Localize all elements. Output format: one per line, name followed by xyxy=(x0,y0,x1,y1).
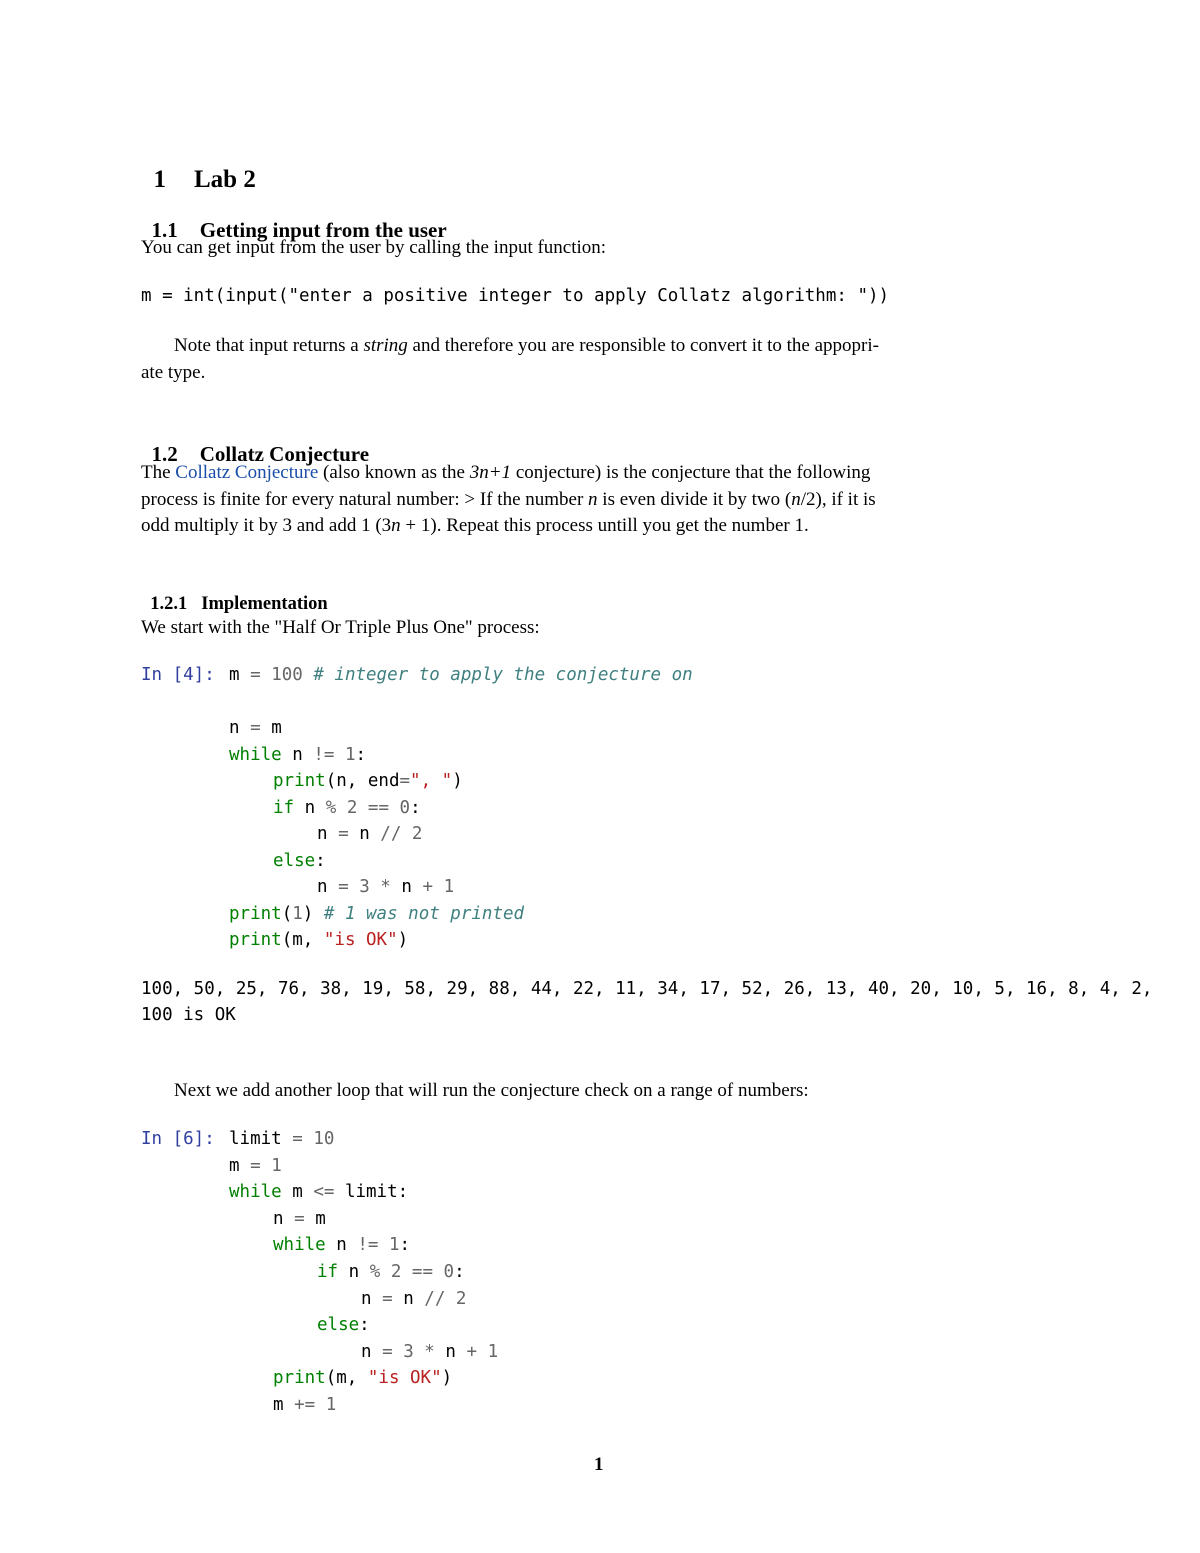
code-line: print(m, "is OK") xyxy=(229,930,409,950)
subsubsection-number: 1.2.1 xyxy=(150,594,188,614)
code-line: m = 1 xyxy=(229,1156,282,1176)
subsection-number: 1.2 xyxy=(151,442,178,466)
code-line: n = 3 * n + 1 xyxy=(317,877,455,897)
section-number: 1 xyxy=(153,166,166,193)
cell-output-line-2: 100 is OK xyxy=(141,1005,236,1025)
page-number: 1 xyxy=(594,1454,604,1475)
code-line: else: xyxy=(273,851,326,871)
paragraph-collatz: The Collatz Conjecture (also known as the 3n+1 conjecture) is the conjecture that the following process is finite for every natural number: > If the number n is even divide it by two (n/2), if it is odd multiply it by 3 and add 1 (3n + 1). Repeat this process untill you get the number 1. xyxy=(141,462,876,536)
code-line: n = m xyxy=(229,718,282,738)
cell-output-line-1: 100, 50, 25, 76, 38, 19, 58, 29, 88, 44, 22, 11, 34, 17, 52, 26, 13, 40, 20, 10, 5, 16, 8, 4, 2, xyxy=(141,979,1153,999)
code-line: n = n // 2 xyxy=(361,1289,467,1309)
cell-prompt-1: In [4]: xyxy=(141,665,215,685)
code-line: m += 1 xyxy=(273,1395,337,1415)
subsection-title: Getting input from the user xyxy=(199,218,447,242)
collatz-link[interactable]: Collatz Conjecture xyxy=(175,462,319,483)
subsubsection-heading xyxy=(141,573,328,615)
code-line: else: xyxy=(317,1315,370,1335)
code-input-example: m = int(input("enter a positive integer to apply Collatz algorithm: ")) xyxy=(141,286,890,306)
subsubsection-title: Implementation xyxy=(201,594,328,614)
code-line: print(n, end=", ") xyxy=(273,771,463,791)
cell-prompt-2: In [6]: xyxy=(141,1129,215,1149)
code-line: n = 3 * n + 1 xyxy=(361,1342,499,1362)
subsection-number: 1.1 xyxy=(151,218,178,242)
subsection-title: Collatz Conjecture xyxy=(199,442,370,466)
code-line: while n != 1: xyxy=(273,1235,411,1255)
paragraph-implementation-intro: We start with the "Half Or Triple Plus One" process: xyxy=(141,617,540,638)
code-line: n = m xyxy=(273,1209,326,1229)
code-line: print(m, "is OK") xyxy=(273,1368,453,1388)
code-line: if n % 2 == 0: xyxy=(273,798,421,818)
code-line: n = n // 2 xyxy=(317,824,423,844)
section-heading xyxy=(141,138,256,194)
code-line: while n != 1: xyxy=(229,745,367,765)
code-line: while m <= limit: xyxy=(229,1182,409,1202)
section-title: Lab 2 xyxy=(194,166,256,193)
code-line: print(1) # 1 was not printed xyxy=(229,904,525,924)
code-line: m = 100 # integer to apply the conjecture on xyxy=(229,665,693,685)
paragraph-input-intro: You can get input from the user by calling the input function: xyxy=(141,237,607,258)
paragraph-input-note: Note that input returns a string and therefore you are responsible to convert it to the appopri- ate type. xyxy=(141,335,879,383)
code-line: limit = 10 xyxy=(229,1129,335,1149)
paragraph-next-loop: Next we add another loop that will run the conjecture check on a range of numbers: xyxy=(174,1080,809,1101)
code-line: if n % 2 == 0: xyxy=(317,1262,465,1282)
